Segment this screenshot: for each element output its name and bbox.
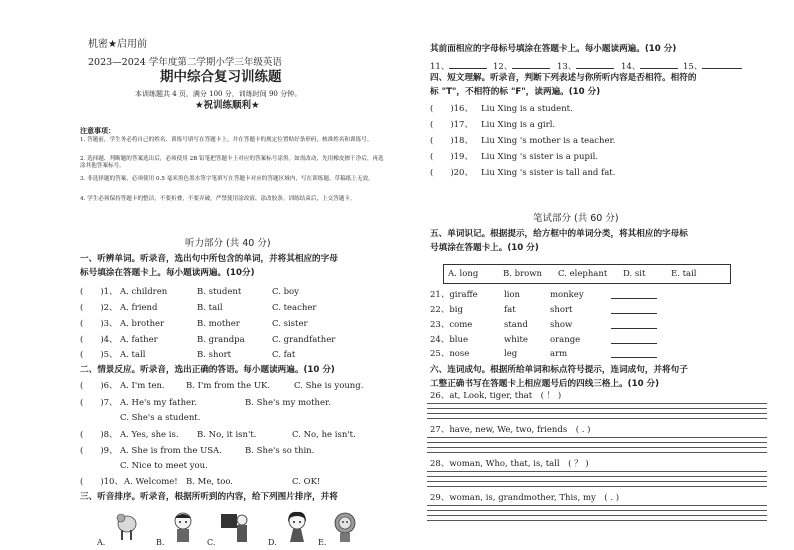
sec5-line1: 五、单词识记。根据提示，给方框中的单词分类，将其相应的字母标 [430,229,688,239]
page-title: 期中综合复习训练题 [160,69,282,85]
option-c: C. She is young. [294,381,364,391]
box-word: C. elephant [558,269,608,279]
option-c: C. No, he isn't. [292,430,356,440]
answer-blank [611,349,657,358]
statement: Liu Xing 's sister is a pupil. [481,152,599,162]
option-b: B. short [197,350,232,360]
year-line: 2023—2024 学年度第二学期小学三年级英语 [88,57,282,68]
option-c: C. She's a student. [120,413,201,423]
secret-label: 机密★启用前 [88,39,147,50]
box-word: A. long [448,269,479,279]
statement: Liu Xing 's sister is tall and fat. [481,168,616,178]
pic-label-e: E. [318,538,327,547]
notice-item-1: 1. 答题前，学生务必将自己的姓名、训练号填写在答题卡上，并在答题卡的规定位置贴好条形码，核准姓名和训练号。 [80,137,373,143]
notice-title: 注意事项： [80,127,115,135]
answer-blank [611,290,657,299]
sec4-line2: 标 "T"，不相符的标 "F"，读两遍。(10 分) [430,87,601,97]
box-word: D. sit [623,269,646,279]
girl-illustration [282,510,312,544]
answer-blank [640,60,678,69]
left-page: 机密★启用前 2023—2024 学年度第二学期小学三年级英语 期中综合复习训练题 本训练题共 4 页，满分 100 分，训练时间 90 分钟。 ★祝训练顺利★ 注意事项： 1. 答题前，学生务必将自己的姓名、训练号填写在答题卡上，并在答题卡的规定位置贴好条形码，核准姓名和训练号。 2. 选择题、判断题的答案选出后，必须使用 2B 铅笔把答题卡上对应的答案标号涂黑。如需改动，先用橡皮擦干净后，再选涂其他答案标号。 3. 非选择题的答案，必须使用 0.5 毫米黑色墨水签字笔填写在答题卡对应的答题区域内，写在训练题、草稿纸上无效。 4. 学生必须保持答题卡的整洁，不要折叠，不要弄破，严禁使用涂改液、涂改胶条。训练结束后，上交答题卡。 听力部分 (共 40 分) 一、听辨单词。听录音，选出句中所包含的单词，并将其相应的字母 标号填涂在答题卡上。每小题读两遍。(10分) ( )1、 A. children B. student C. boy ( )2、 A. friend B. tail C. teacher ( )3、 A. brother B. mother C. sister ( )4、 A. father B. grandpa C. grandfather ( )5、 A. tall B. short C. fat 二、情景反应。听录音，选出正确的答语。每小题读两遍。(10 分) ( )6、 A. I'm ten. B. I'm from the UK. C. She is young. ( )7、 A. He's my father. B. She's my mother. C. She's a student. ( )8、 A. Yes, she is. B. No, it isn't. C. No, he isn't. ( )9、 A. She is from the USA. B. She's so thin. C. Nice to meet you. ( )10、 A. Welcome! B. Me, too. C. OK! 三、听音排序。听录音，根据所听到的内容，给下列图片排序，并将 A. B. C. D. E. [80,39,384,547]
option-b: B. mother [197,319,240,329]
box-word: B. brown [503,269,543,279]
option-c: C. sister [272,319,308,329]
blank-label-11: 11、 [430,62,450,72]
notice-item-3: 3. 非选择题的答案，必须使用 0.5 毫米黑色墨水签字笔填写在答题卡对应的答题区域内，写在训练题、草稿纸上无效。 [80,176,374,182]
wish-line: ★祝训练顺利★ [195,100,260,111]
boy-illustration [168,510,198,544]
answer-blank [512,60,550,69]
answer-blank [611,335,657,344]
answer-blank [611,305,657,314]
sec4-line1: 四、短文理解。听录音，判断下列表述与你所听内容是否相符。相符的 [430,73,697,83]
option-a: A. She is from the USA. [120,446,222,456]
sec6-line2: 工整正确书写在答题卡上相应题号后的四线三格上。(10 分) [430,379,660,389]
option-a: A. Yes, she is. [120,430,179,440]
sec5-line2: 号填涂在答题卡上。(10 分) [430,243,539,253]
option-a: A. brother [120,319,165,329]
sentence-prompt-27: 27、have, new, We, two, friends ( . ) [430,425,591,435]
option-a: A. Welcome! [124,477,178,487]
sec3-title: 三、听音排序。听录音，根据所听到的内容，给下列图片排序，并将 [80,492,338,502]
word-box [443,264,731,284]
sentence-prompt-26: 26、at, Look, tiger, that ( ！ ) [430,391,562,401]
option-a: A. friend [120,303,158,313]
sentence-prompt-29: 29、woman, is, grandmother, This, my ( . ) [430,493,620,503]
option-c: C. boy [272,287,299,297]
pic-label-c: C. [207,538,216,547]
statement: Liu Xing 's mother is a teacher. [481,136,616,146]
blank-label-13: 13、 [557,62,577,72]
statement: Liu Xing is a student. [481,104,573,114]
option-c: C. teacher [272,303,317,313]
option-b: B. student [197,287,242,297]
option-b: B. No, it isn't. [197,430,257,440]
option-c: C. grandfather [272,335,336,345]
sec1-line1: 一、听辨单词。听录音，选出句中所包含的单词，并将其相应的字母 [80,254,338,264]
option-a: A. tall [120,350,146,360]
sec6-line1: 六、连词成句。根据所给单词和标点符号提示，连词成句，并将句子 [430,365,688,375]
blank-label-12: 12、 [493,62,513,72]
sheep-illustration [112,510,142,544]
sec3-continued: 其前面相应的字母标号填涂在答题卡上。每小题读两遍。(10 分) [430,44,677,54]
pic-label-a: A. [97,538,106,547]
option-a: A. I'm ten. [120,381,165,391]
answer-blank [702,60,742,69]
sec2-title: 二、情景反应。听录音，选出正确的答语。每小题读两遍。(10 分) [80,365,335,375]
option-b: B. tail [197,303,223,313]
pic-label-d: D. [268,538,277,547]
answer-blank [449,60,487,69]
option-b: B. She's so thin. [245,446,315,456]
option-b: B. She's my mother. [245,398,331,408]
option-c: C. OK! [292,477,321,487]
answer-blank [611,320,657,329]
option-b: B. I'm from the UK. [186,381,271,391]
exam-info: 本训练题共 4 页，满分 100 分，训练时间 90 分钟。 [135,90,302,98]
box-word: E. tail [671,269,697,279]
answer-blank [576,60,614,69]
blank-label-14: 14、 [621,62,641,72]
sentence-prompt-28: 28、woman, Who, that, is, tall ( ？ ) [430,459,589,469]
option-b: B. grandpa [197,335,245,345]
sec1-line2: 标号填涂在答题卡上。每小题读两遍。(10分) [80,268,255,278]
right-page: 其前面相应的字母标号填涂在答题卡上。每小题读两遍。(10 分) 11、 12、 13、 14、 15、 四、短文理解。听录音，判断下列表述与你所听内容是否相符。相符的 标 "T"，不相符的标 "F"，读两遍。(10 分) ( )16、 Liu Xing is a student. ( )17、 Liu Xing is a girl. ( )18、 Liu Xing 's mother is a teacher. ( )19、 Liu Xing 's sister is a pupil. ( )20、 Liu Xing 's sister is tall and fat. 笔试部分 (共 60 分) 五、单词识记。根据提示，给方框中的单词分类，将其相应的字母标 号填涂在答题卡上。(10 分) A. long B. brown C. elephant D. sit E. tail 21、giraffe lion monkey 22、big fat short 23、come stand show 24、blue white orange 25、nose leg arm 六、连词成句。根据所给单词和标点符号提示，连词成句，并将句子 工整正确书写在答题卡上相应题号后的四线三格上。(10 分) 26、at, Look, tiger, that ( ！ ) 27、have, new, We, two, friends ( . ) 28、woman, Who, that, is, tall ( ？ ) 29、woman, is, grandmother, This, my ( . ) [397,0,794,550]
option-b: B. Me, too. [186,477,233,487]
option-a: A. He's my father. [120,398,197,408]
pic-label-b: B. [156,538,165,547]
teacher-illustration [220,510,250,544]
written-title: 笔试部分 (共 60 分) [533,213,619,224]
option-c: C. fat [272,350,296,360]
option-c: C. Nice to meet you. [120,461,208,471]
notice-item-2: 2. 选择题、判断题的答案选出后，必须使用 2B 铅笔把答题卡上对应的答案标号涂黑。如需改动，先用橡皮擦干净后，再选涂其他答案标号。 [80,156,384,169]
listening-title: 听力部分 (共 40 分) [185,238,271,249]
notice-item-4: 4. 学生必须保持答题卡的整洁，不要折叠，不要弄破，严禁使用涂改液、涂改胶条。训练结束后，上交答题卡。 [80,196,356,202]
statement: Liu Xing is a girl. [481,120,556,130]
option-a: A. father [120,335,158,345]
lion-illustration [330,510,360,544]
option-a: A. children [120,287,168,297]
blank-label-15: 15、 [683,62,703,72]
